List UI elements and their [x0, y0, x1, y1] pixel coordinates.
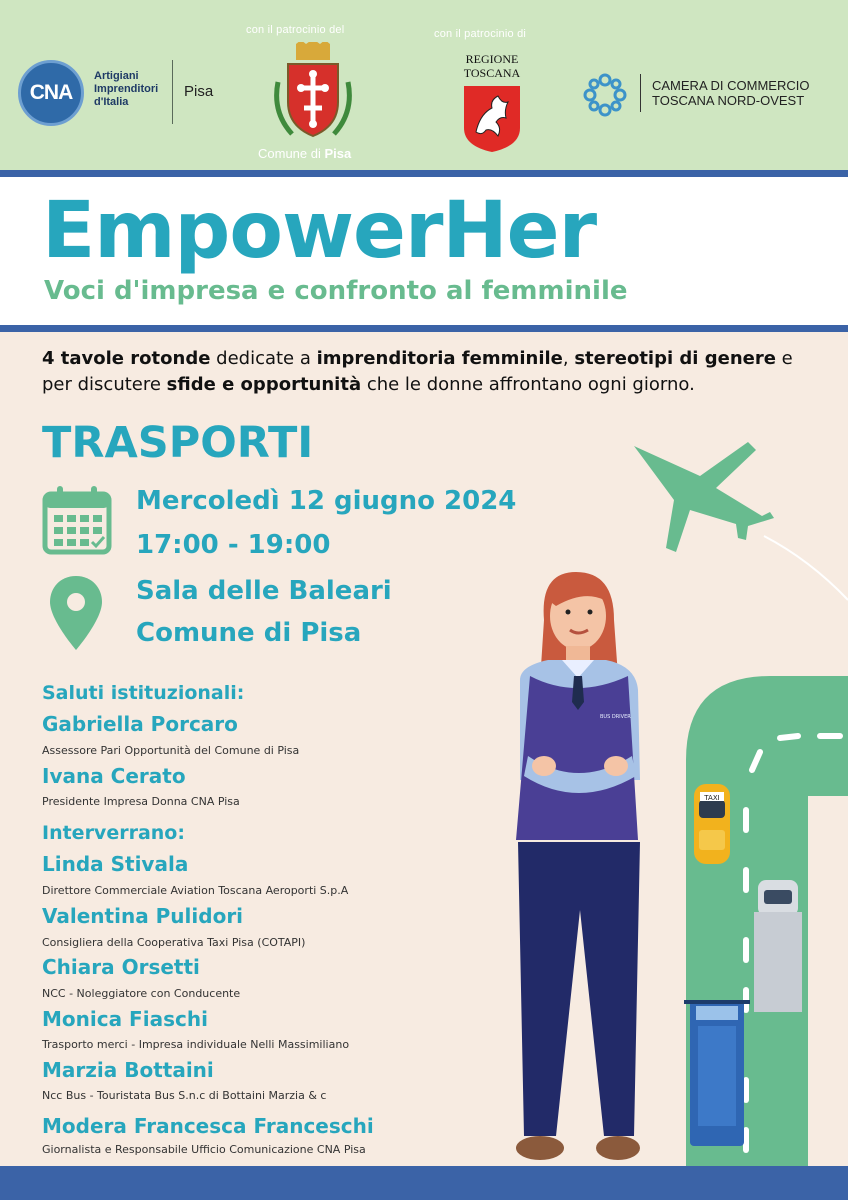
event-date: Mercoledì 12 giugno 2024: [136, 486, 517, 516]
moderator-role: Giornalista e Responsabile Ufficio Comunicazione CNA Pisa: [42, 1143, 366, 1156]
speaker-role: Trasporto merci - Impresa individuale Nelli Massimiliano: [42, 1038, 350, 1051]
bottom-rule: [0, 325, 848, 332]
divider: [172, 60, 173, 124]
cna-city: Pisa: [184, 83, 214, 100]
intro-paragraph: 4 tavole rotonde dedicate a imprenditoria femminile, stereotipi di genere e per discutere sfide e opportunità che le donne affrontano ogni giorno.: [42, 348, 793, 395]
speaker-name: Monica Fiaschi: [42, 1007, 208, 1031]
camera-commercio-logo-icon: [582, 72, 628, 118]
top-rule: [0, 170, 848, 177]
speaker-name: Ivana Cerato: [42, 764, 186, 788]
speaker-name: Chiara Orsetti: [42, 955, 200, 979]
airplane-icon: [634, 442, 848, 600]
speaker-role: NCC - Noleggiatore con Conducente: [42, 987, 241, 1000]
comune-pisa-label: Comune di Pisa: [258, 146, 352, 161]
speaker-name: Marzia Bottaini: [42, 1058, 214, 1082]
divider: [640, 74, 641, 112]
woman-bus-driver-figure: [516, 572, 640, 1160]
moderator-name: Modera Francesca Franceschi: [42, 1114, 374, 1138]
patronage-label-regione: con il patrocinio di: [434, 28, 527, 40]
speaker-name: Linda Stivala: [42, 852, 189, 876]
event-time: 17:00 - 19:00: [136, 530, 331, 560]
taxi-sign: TAXI: [704, 794, 720, 802]
taxi-icon: [694, 784, 730, 864]
transport-illustration: [470, 430, 848, 1170]
event-venue: Sala delle Baleari: [136, 576, 392, 606]
pisa-crest-icon: [268, 42, 358, 146]
vest-label: BUS DRIVER: [600, 714, 631, 720]
truck-icon: [754, 880, 802, 1012]
regione-shield-icon: [462, 84, 522, 154]
calendar-icon: [42, 484, 112, 556]
cna-logo: CNA: [18, 60, 84, 126]
greetings-heading: Saluti istituzionali:: [42, 682, 245, 704]
footer-band: [0, 1166, 848, 1200]
bus-icon: [684, 1000, 750, 1146]
topic-heading: TRASPORTI: [42, 418, 314, 468]
event-place: Comune di Pisa: [136, 618, 362, 648]
speaker-role: Ncc Bus - Touristata Bus S.n.c di Bottaini Marzia & c: [42, 1089, 327, 1102]
speaker-role: Direttore Commerciale Aviation Toscana Aeroporti S.p.A: [42, 884, 349, 897]
speaker-role: Assessore Pari Opportunità del Comune di Pisa: [42, 744, 300, 757]
cna-tagline: Artigiani Imprenditori d'Italia: [94, 70, 159, 108]
speakers-heading: Interverrano:: [42, 822, 185, 844]
location-pin-icon: [48, 574, 104, 652]
speaker-name: Gabriella Porcaro: [42, 712, 238, 736]
speaker-role: Consigliera della Cooperativa Taxi Pisa (COTAPI): [42, 936, 306, 949]
event-title: EmpowerHer: [42, 186, 597, 276]
speaker-name: Valentina Pulidori: [42, 904, 244, 928]
speaker-role: Presidente Impresa Donna CNA Pisa: [42, 795, 240, 808]
event-subtitle: Voci d'impresa e confronto al femminile: [44, 276, 628, 306]
patronage-label-comune: con il patrocinio del: [246, 24, 345, 36]
header-band: [0, 0, 848, 170]
camera-commercio-name: CAMERA DI COMMERCIO TOSCANA NORD-OVEST: [652, 78, 810, 108]
regione-toscana-name: REGIONE TOSCANA: [463, 52, 521, 80]
